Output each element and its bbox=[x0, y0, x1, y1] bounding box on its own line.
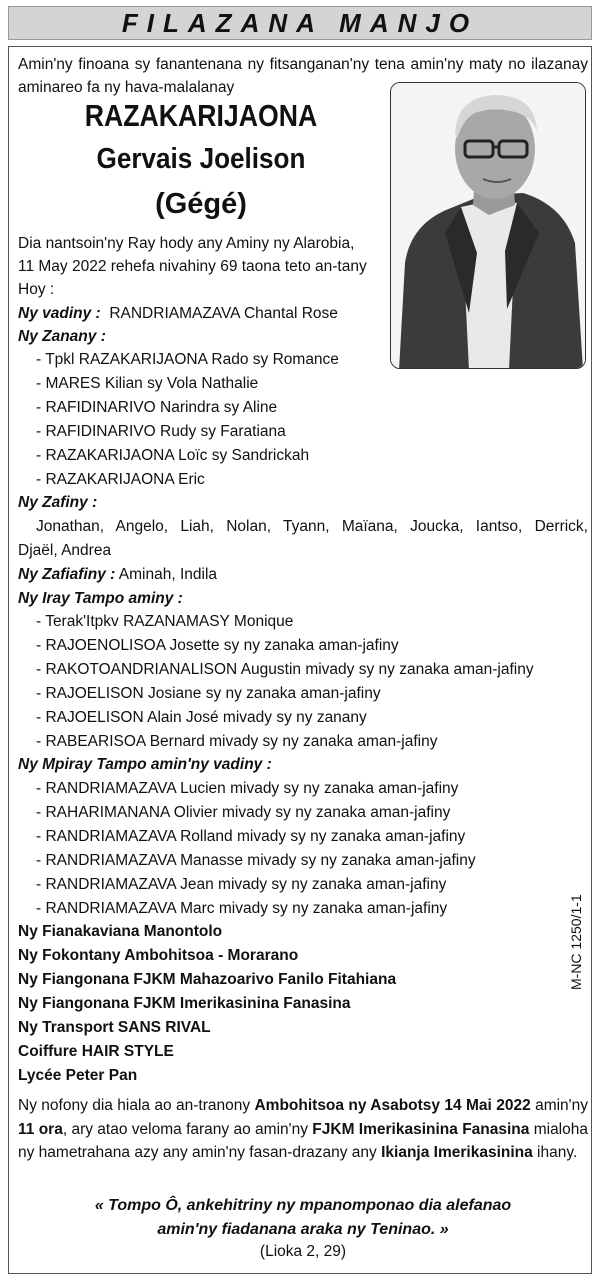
reference-code: M-NC 1250/1-1 bbox=[568, 894, 584, 990]
children-label: Ny Zanany : bbox=[18, 328, 106, 345]
siblings-label: Ny Iray Tampo aminy : bbox=[18, 590, 183, 607]
organization-item: Ny Fiangonana FJKM Mahazoarivo Fanilo Fitahiana bbox=[18, 971, 397, 988]
deceased-nickname: (Gégé) bbox=[155, 188, 247, 220]
organization-item: Ny Fokontany Ambohitsoa - Morarano bbox=[18, 947, 299, 964]
funeral-text: mialoha ny hametrahana azy any amin'ny fasan-drazany any bbox=[18, 1120, 588, 1161]
deceased-surname: RAZAKARIJAONA bbox=[84, 98, 318, 133]
announcement-line-1: Dia nantsoin'ny Ray hody any Aminy ny Alarobia, bbox=[18, 235, 355, 252]
funeral-church: FJKM Imerikasinina Fanasina bbox=[312, 1120, 530, 1138]
list-item: - RANDRIAMAZAVA Lucien mivady sy ny zanaka aman-jafiny bbox=[36, 780, 459, 797]
funeral-text: Ny nofony dia hiala ao an-tranony bbox=[18, 1097, 255, 1114]
grandchildren-names-2: Djaël, Andrea bbox=[18, 542, 112, 559]
announcement-line-2: 11 May 2022 rehefa nivahiny 69 taona teto an-tany bbox=[18, 258, 367, 275]
list-item: - RANDRIAMAZAVA Marc mivady sy ny zanaka aman-jafiny bbox=[36, 900, 448, 917]
great-grandchildren-label: Ny Zafiafiny : bbox=[18, 566, 116, 583]
list-item: - RAJOELISON Alain José mivady sy ny zanany bbox=[36, 709, 367, 726]
portrait-image bbox=[391, 83, 586, 369]
spouse-name: RANDRIAMAZAVA Chantal Rose bbox=[109, 305, 338, 322]
list-item: - RAZAKARIJAONA Eric bbox=[36, 471, 205, 488]
funeral-text: , ary atao veloma farany ao amin'ny bbox=[62, 1120, 313, 1138]
list-item: - RAJOENOLISOA Josette sy ny zanaka aman-jafiny bbox=[36, 637, 399, 654]
great-grandchildren-line bbox=[18, 563, 217, 587]
funeral-details bbox=[18, 1094, 588, 1165]
list-item: - RAKOTOANDRIANALISON Augustin mivady sy ny zanaka aman-jafiny bbox=[36, 661, 534, 678]
list-item: - RAZAKARIJAONA Loïc sy Sandrickah bbox=[36, 447, 310, 464]
list-item: - RABEARISOA Bernard mivady sy ny zanaka aman-jafiny bbox=[36, 733, 438, 750]
great-grandchildren-names: Aminah, Indila bbox=[118, 566, 218, 583]
list-item: - MARES Kilian sy Vola Nathalie bbox=[36, 375, 259, 392]
list-item: - RAFIDINARIVO Rudy sy Faratiana bbox=[36, 423, 286, 440]
list-item: - RANDRIAMAZAVA Jean mivady sy ny zanaka aman-jafiny bbox=[36, 876, 447, 893]
organization-item: Coiffure HAIR STYLE bbox=[18, 1043, 174, 1060]
header-title: FILAZANA MANJO bbox=[121, 7, 479, 38]
organization-item: Ny Fiangonana FJKM Imerikasinina Fanasina bbox=[18, 995, 351, 1012]
spouse-line bbox=[18, 302, 338, 326]
bible-quote-line-2: amin'ny fiadanana araka ny Teninao. » bbox=[157, 1221, 449, 1238]
organization-item: Ny Fianakaviana Manontolo bbox=[18, 923, 223, 940]
funeral-time: 11 ora bbox=[18, 1120, 63, 1138]
grandchildren-label: Ny Zafiny : bbox=[18, 494, 98, 511]
spouse-label: Ny vadiny : bbox=[18, 305, 101, 322]
funeral-burial-place: Ikianja Imerikasinina bbox=[381, 1144, 533, 1161]
announcement-line-3: Hoy : bbox=[18, 281, 55, 298]
funeral-text: amin'ny bbox=[530, 1097, 588, 1114]
bible-reference: (Lioka 2, 29) bbox=[259, 1243, 347, 1260]
bible-quote-line-1: « Tompo Ô, ankehitriny ny mpanomponao dia alefanao bbox=[94, 1197, 512, 1214]
list-item: - RAJOELISON Josiane sy ny zanaka aman-jafiny bbox=[36, 685, 381, 702]
funeral-text: ihany. bbox=[532, 1144, 578, 1161]
list-item: - Tpkl RAZAKARIJAONA Rado sy Romance bbox=[36, 351, 339, 368]
funeral-place-date: Ambohitsoa ny Asabotsy 14 Mai 2022 bbox=[254, 1097, 531, 1114]
intro-text: Amin'ny finoana sy fanantenana ny fitsanganan'ny tena amin'ny maty no ilazanay aminareo fa ny hava-malalanay bbox=[18, 56, 588, 96]
list-item: - RANDRIAMAZAVA Manasse mivady sy ny zanaka aman-jafiny bbox=[36, 852, 476, 869]
deceased-given-names: Gervais Joelison bbox=[96, 143, 306, 175]
list-item: - RAFIDINARIVO Narindra sy Aline bbox=[36, 399, 278, 416]
spouse-siblings-label: Ny Mpiray Tampo amin'ny vadiny : bbox=[18, 756, 272, 773]
list-item: - Terak'Itpkv RAZANAMASY Monique bbox=[36, 613, 294, 630]
portrait-photo bbox=[390, 82, 586, 369]
grandchildren-names-1: Jonathan, Angelo, Liah, Nolan, Tyann, Maïana, Joucka, Iantso, Derrick, bbox=[36, 518, 588, 535]
list-item: - RAHARIMANANA Olivier mivady sy ny zanaka aman-jafiny bbox=[36, 804, 451, 821]
organization-item: Ny Transport SANS RIVAL bbox=[18, 1019, 211, 1036]
header-banner bbox=[8, 6, 592, 40]
organization-item: Lycée Peter Pan bbox=[18, 1067, 138, 1084]
list-item: - RANDRIAMAZAVA Rolland mivady sy ny zanaka aman-jafiny bbox=[36, 828, 466, 845]
